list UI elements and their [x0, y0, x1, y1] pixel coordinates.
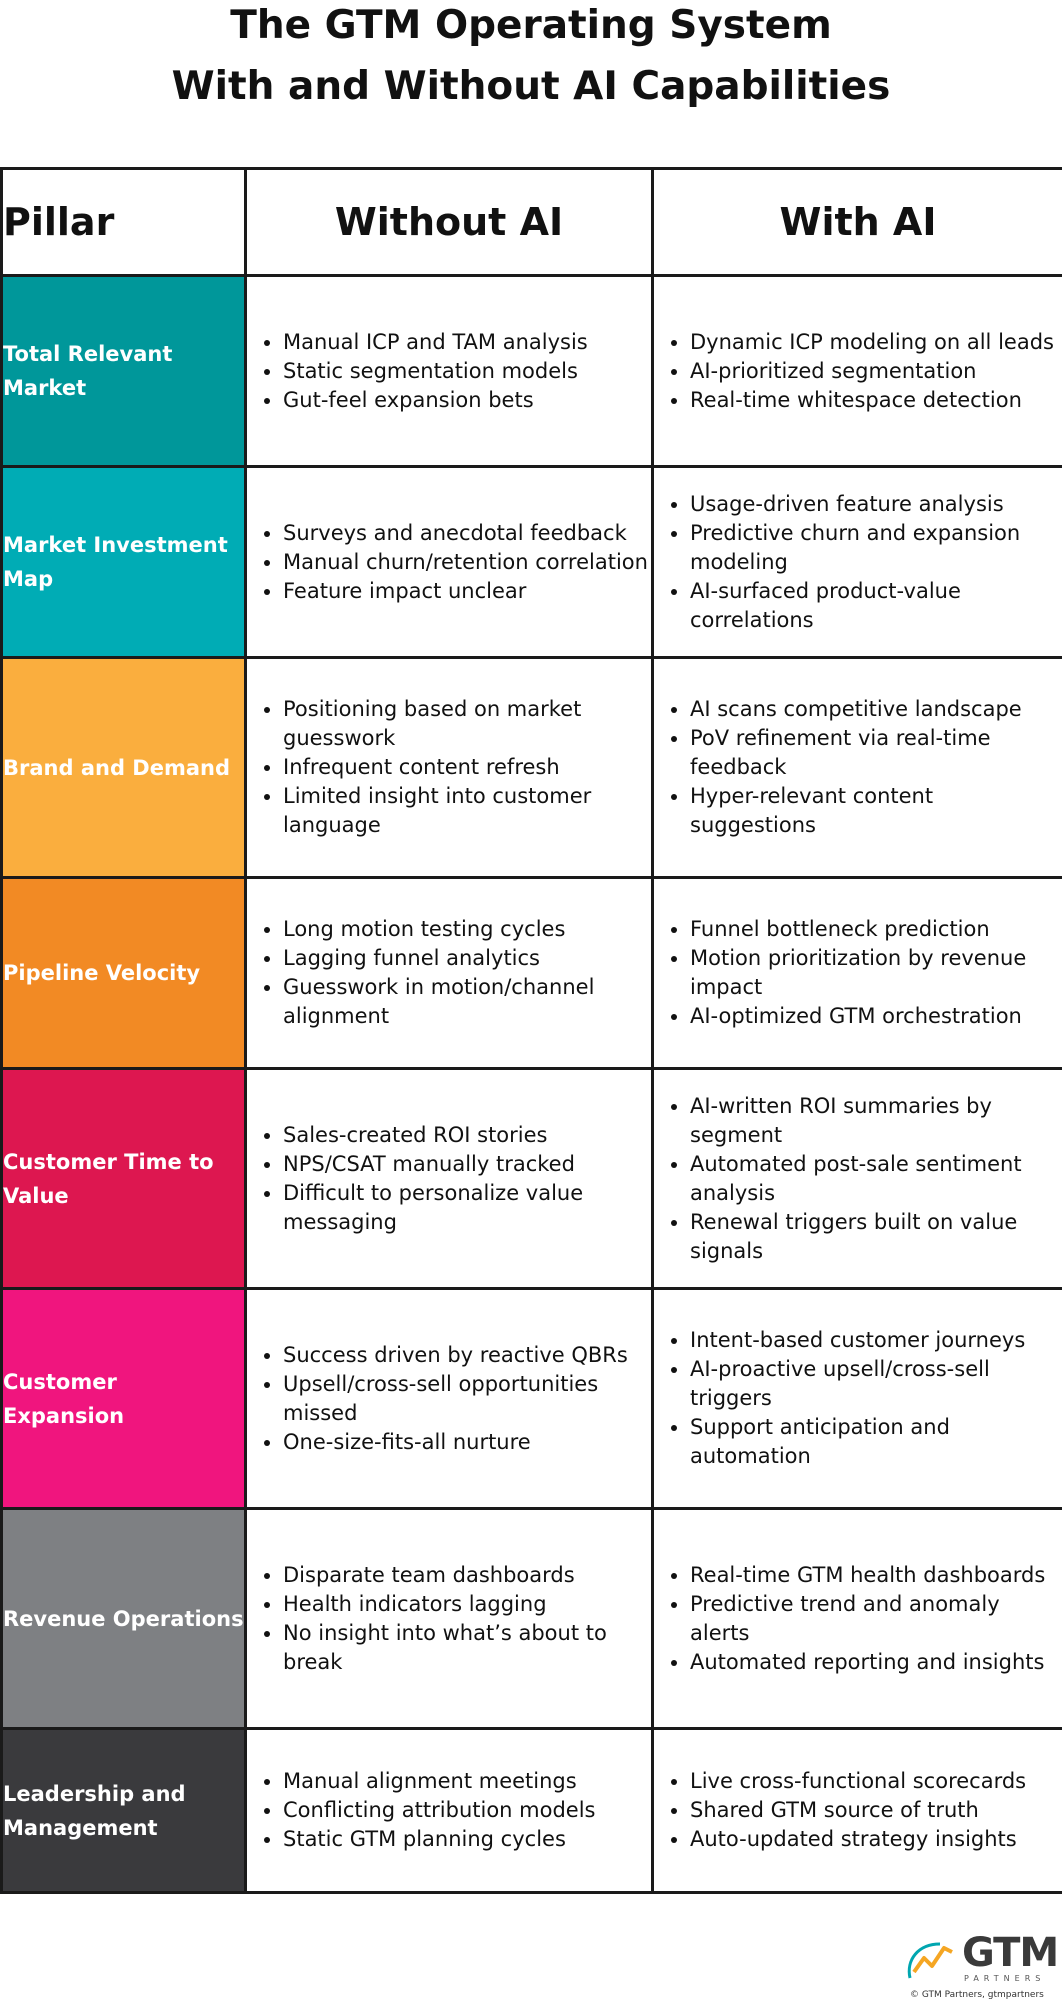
header-row [2, 169, 1062, 276]
list-item: • Predictive churn and expansion modeling [690, 519, 1062, 577]
list-item: • Motion prioritization by revenue impact [690, 944, 1062, 1002]
table-row [2, 1509, 1062, 1729]
bullet-list [654, 1561, 1062, 1677]
without-ai-cell [246, 1509, 653, 1729]
pillar-cell: Pipeline Velocity [2, 878, 246, 1069]
bullet-list [654, 695, 1062, 840]
list-item: • One-size-fits-all nurture [283, 1428, 651, 1457]
table-row [2, 276, 1062, 467]
header-pillar: Pillar [2, 169, 246, 276]
with-ai-cell [653, 1509, 1062, 1729]
bullet-list [247, 1561, 651, 1677]
bullet-list [654, 1326, 1062, 1471]
with-ai-cell [653, 1289, 1062, 1509]
without-ai-cell [246, 658, 653, 878]
comparison-table [0, 167, 1062, 1894]
table-row [2, 878, 1062, 1069]
without-ai-cell [246, 1069, 653, 1289]
list-item: • Long motion testing cycles [283, 915, 651, 944]
list-item: • Manual ICP and TAM analysis [283, 328, 651, 357]
list-item: • Usage-driven feature analysis [690, 490, 1062, 519]
list-item: • Difficult to personalize value messaging [283, 1179, 651, 1237]
with-ai-cell [653, 467, 1062, 658]
pillar-cell: Customer Time to Value [2, 1069, 246, 1289]
with-ai-cell [653, 658, 1062, 878]
logo-name: GTM [962, 1930, 1059, 1976]
list-item: • Gut-feel expansion bets [283, 386, 651, 415]
header-without-ai: Without AI [246, 169, 653, 276]
without-ai-cell [246, 276, 653, 467]
without-ai-cell [246, 878, 653, 1069]
list-item: • NPS/CSAT manually tracked [283, 1150, 651, 1179]
list-item: • Static segmentation models [283, 357, 651, 386]
list-item: • Feature impact unclear [283, 577, 651, 606]
list-item: • Upsell/cross-sell opportunities missed [283, 1370, 651, 1428]
without-ai-cell [246, 1289, 653, 1509]
list-item: • Conflicting attribution models [283, 1796, 651, 1825]
list-item: • AI-prioritized segmentation [690, 357, 1062, 386]
list-item: • Automated reporting and insights [690, 1648, 1062, 1677]
title-line-1: The GTM Operating System [230, 3, 832, 48]
list-item: • Static GTM planning cycles [283, 1825, 651, 1854]
table-row [2, 1069, 1062, 1289]
list-item: • Support anticipation and automation [690, 1413, 1062, 1471]
list-item: • Hyper-relevant content suggestions [690, 782, 1062, 840]
bullet-list [654, 328, 1062, 415]
bullet-list [247, 1767, 651, 1854]
chart-line-icon [904, 1938, 960, 1982]
list-item: • Health indicators lagging [283, 1590, 651, 1619]
bullet-list [654, 490, 1062, 635]
pillar-cell: Customer Expansion [2, 1289, 246, 1509]
pillar-cell: Total Relevant Market [2, 276, 246, 467]
list-item: • Disparate team dashboards [283, 1561, 651, 1590]
copyright-text: © GTM Partners, gtmpartners [910, 1990, 1044, 2000]
with-ai-cell [653, 1069, 1062, 1289]
list-item: • Guesswork in motion/channel alignment [283, 973, 651, 1031]
list-item: • Infrequent content refresh [283, 753, 651, 782]
logo-subtitle: PARTNERS [964, 1974, 1046, 1983]
list-item: • Lagging funnel analytics [283, 944, 651, 973]
list-item: • Live cross-functional scorecards [690, 1767, 1062, 1796]
bullet-list [247, 1341, 651, 1457]
list-item: • Dynamic ICP modeling on all leads [690, 328, 1062, 357]
list-item: • Renewal triggers built on value signals [690, 1208, 1062, 1266]
pillar-cell: Revenue Operations [2, 1509, 246, 1729]
list-item: • Funnel bottleneck prediction [690, 915, 1062, 944]
table-row [2, 1289, 1062, 1509]
list-item: • Predictive trend and anomaly alerts [690, 1590, 1062, 1648]
pillar-cell: Market Investment Map [2, 467, 246, 658]
list-item: • Auto-updated strategy insights [690, 1825, 1062, 1854]
table-row [2, 467, 1062, 658]
list-item: • Real-time whitespace detection [690, 386, 1062, 415]
header-with-ai: With AI [653, 169, 1062, 276]
list-item: • AI scans competitive landscape [690, 695, 1062, 724]
list-item: • Shared GTM source of truth [690, 1796, 1062, 1825]
page-title [0, 0, 1062, 117]
list-item: • Real-time GTM health dashboards [690, 1561, 1062, 1590]
list-item: • Surveys and anecdotal feedback [283, 519, 651, 548]
list-item: • Intent-based customer journeys [690, 1326, 1062, 1355]
bullet-list [247, 519, 651, 606]
without-ai-cell [246, 467, 653, 658]
bullet-list [247, 328, 651, 415]
list-item: • Positioning based on market guesswork [283, 695, 651, 753]
with-ai-cell [653, 276, 1062, 467]
table-row [2, 658, 1062, 878]
bullet-list [247, 915, 651, 1031]
bullet-list [654, 915, 1062, 1031]
list-item: • Success driven by reactive QBRs [283, 1341, 651, 1370]
bullet-list [247, 1121, 651, 1237]
list-item: • AI-optimized GTM orchestration [690, 1002, 1062, 1031]
table-body [2, 276, 1062, 1893]
list-item: • Manual churn/retention correlation [283, 548, 651, 577]
title-line-2: With and Without AI Capabilities [171, 64, 891, 109]
list-item: • AI-proactive upsell/cross-sell triggers [690, 1355, 1062, 1413]
pillar-cell: Brand and Demand [2, 658, 246, 878]
list-item: • AI-written ROI summaries by segment [690, 1092, 1062, 1150]
list-item: • Automated post-sale sentiment analysis [690, 1150, 1062, 1208]
with-ai-cell [653, 878, 1062, 1069]
list-item: • Sales-created ROI stories [283, 1121, 651, 1150]
bullet-list [654, 1767, 1062, 1854]
table-row [2, 1729, 1062, 1893]
without-ai-cell [246, 1729, 653, 1893]
list-item: • PoV refinement via real-time feedback [690, 724, 1062, 782]
list-item: • AI-surfaced product-value correlations [690, 577, 1062, 635]
pillar-cell: Leadership and Management [2, 1729, 246, 1893]
list-item: • No insight into what’s about to break [283, 1619, 651, 1677]
list-item: • Limited insight into customer language [283, 782, 651, 840]
bullet-list [247, 695, 651, 840]
bullet-list [654, 1092, 1062, 1266]
with-ai-cell [653, 1729, 1062, 1893]
list-item: • Manual alignment meetings [283, 1767, 651, 1796]
